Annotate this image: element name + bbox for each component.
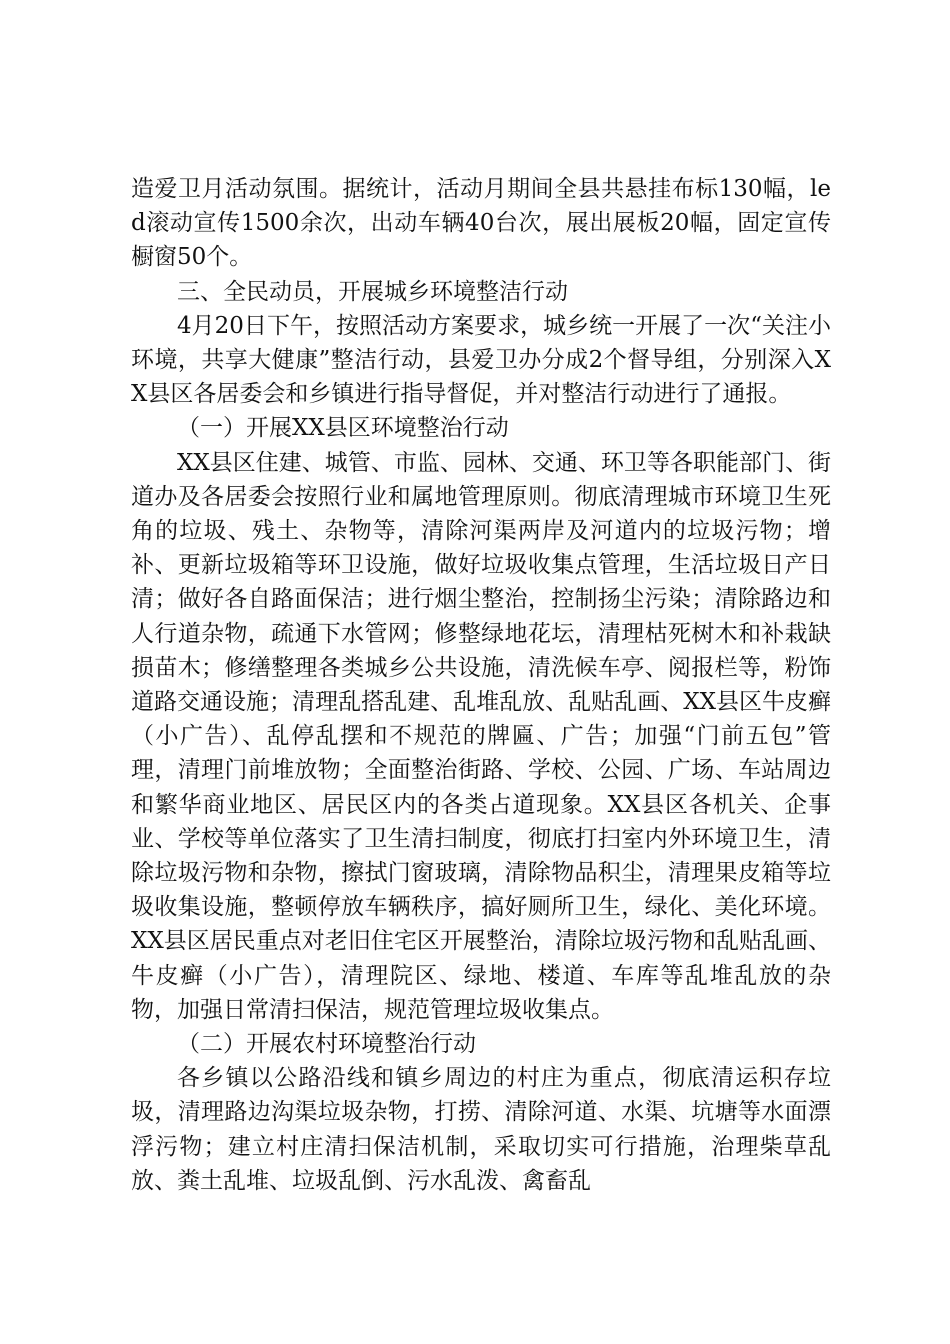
- paragraph-cleanup-action: 4月20日下午，按照活动方案要求，城乡统一开展了一次“关注小环境，共享大健康”整洁行动，县爱卫办分成2个督导组，分别深入XX县区各居委会和乡镇进行指导督促，并对整洁行动进行了通报。: [131, 312, 831, 408]
- paragraph-rural-rectification: 各乡镇以公路沿线和镇乡周边的村庄为重点，彻底清运积存垃圾，清理路边沟渠垃圾杂物，打捞、清除河道、水渠、坑塘等水面漂浮污物；建立村庄清扫保洁机制，采取切实可行措施，治理柴草乱放、粪土乱堆、垃圾乱倒、污水乱泼、禽畜乱: [131, 1065, 831, 1194]
- subheading-county-rectification: （一）开展XX县区环境整治行动: [177, 415, 509, 442]
- paragraph-activity-stats: 造爱卫月活动氛围。据统计，活动月期间全县共悬挂布标130幅，led滚动宣传1500余次，出动车辆40台次，展出展板20幅，固定宣传橱窗50个。: [131, 176, 831, 271]
- document-page: [131, 172, 831, 1198]
- section-heading-mobilization: 三、全民动员，开展城乡环境整洁行动: [177, 278, 568, 305]
- subheading-rural-rectification: （二）开展农村环境整治行动: [177, 1031, 476, 1058]
- paragraph-county-rectification: XX县区住建、城管、市监、园林、交通、环卫等各职能部门、街道办及各居委会按照行业和属地管理原则。彻底清理城市环境卫生死角的垃圾、残土、杂物等，清除河渠两岸及河道内的垃圾污物；增补、更新垃圾箱等环卫设施，做好垃圾收集点管理，生活垃圾日产日清；做好各自路面保洁；进行烟尘整治，控制扬尘污染；清除路边和人行道杂物，疏通下水管网；修整绿地花坛，清理枯死树木和补栽缺损苗木；修缮整理各类城乡公共设施，清洗候车亭、阅报栏等，粉饰道路交通设施；清理乱搭乱建、乱堆乱放、乱贴乱画、XX县区牛皮癣（小广告）、乱停乱摆和不规范的牌匾、广告；加强“门前五包”管理，清理门前堆放物；全面整治街路、学校、公园、广场、车站周边和繁华商业地区、居民区内的各类占道现象。XX县区各机关、企事业、学校等单位落实了卫生清扫制度，彻底打扫室内外环境卫生，清除垃圾污物和杂物，擦拭门窗玻璃，清除物品积尘，清理果皮箱等垃圾收集设施，整顿停放车辆秩序，搞好厕所卫生，绿化、美化环境。XX县区居民重点对老旧住宅区开展整治，清除垃圾污物和乱贴乱画、牛皮癣（小广告），清理院区、绿地、楼道、车库等乱堆乱放的杂物，加强日常清扫保洁，规范管理垃圾收集点。: [131, 449, 831, 1023]
